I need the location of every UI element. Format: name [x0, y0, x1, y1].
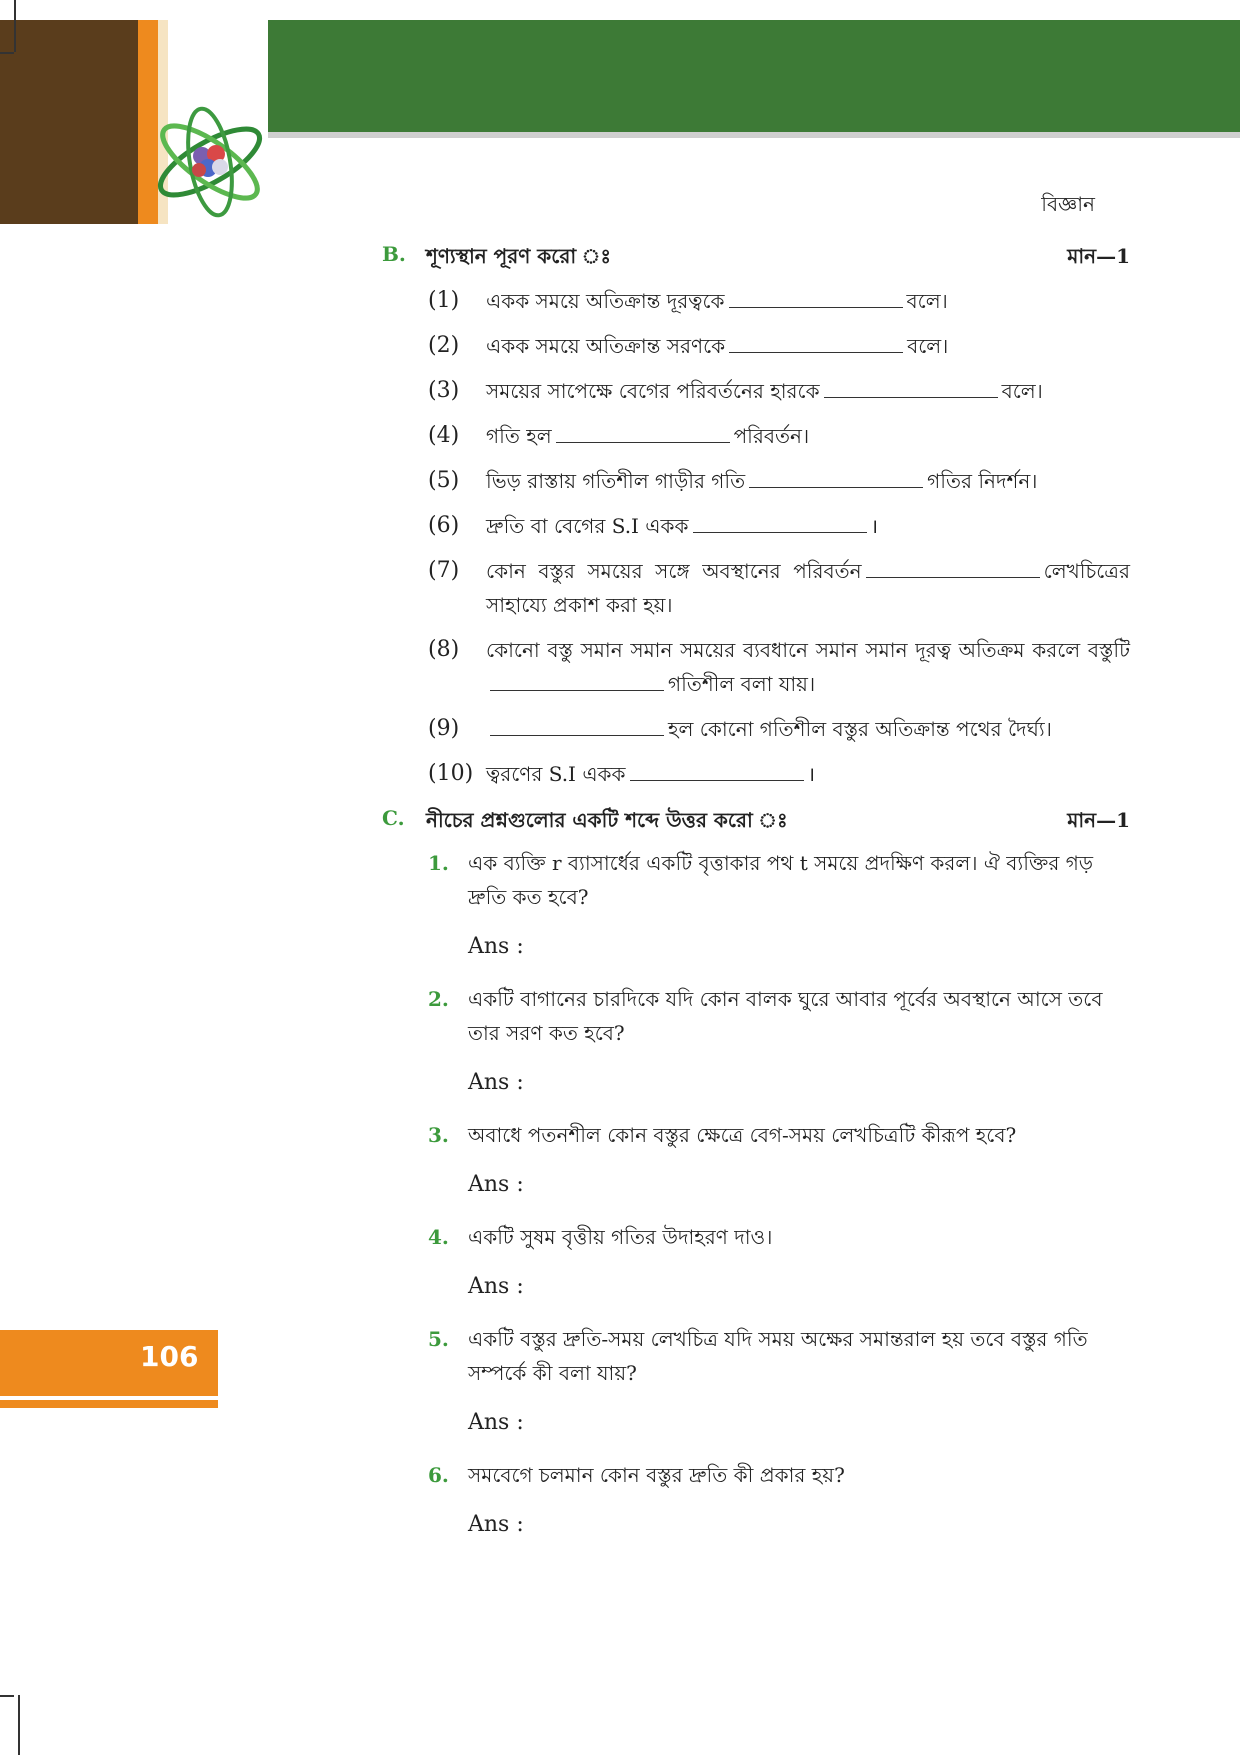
answer-blank[interactable]: [866, 557, 1040, 578]
answer-blank[interactable]: [630, 760, 804, 781]
item-text-after: বলে।: [907, 334, 949, 358]
item-number: (6): [428, 513, 460, 538]
fill-blank-item: [428, 509, 1130, 543]
item-number: (1): [428, 288, 460, 313]
item-number: (8): [428, 637, 460, 662]
answer-blank[interactable]: [693, 512, 867, 533]
header-brown-block: [0, 20, 138, 224]
question-text: অবাধে পতনশীল কোন বস্তুর ক্ষেত্রে বেগ-সময় লেখচিত্রটি কীরূপ হবে?: [468, 1123, 1017, 1147]
item-text-after: ।: [870, 514, 879, 538]
item-number: (10): [428, 761, 474, 786]
item-text: একক সময়ে অতিক্রান্ত দূরত্বকে: [486, 289, 725, 313]
question-number: 1.: [428, 851, 449, 875]
item-text: কোনো বস্তু সমান সমান সময়ের ব্যবধানে সমান সমান দূরত্ব অতিক্রম করলে বস্তুটি: [486, 638, 1130, 662]
question-number: 3.: [428, 1123, 449, 1147]
crop-mark-bottom-h: [0, 1695, 14, 1697]
answer-label: Ans :: [468, 1172, 524, 1197]
question-item: [428, 982, 1130, 1050]
question-number: 4.: [428, 1225, 449, 1249]
item-text-after: বলে।: [1001, 379, 1043, 403]
item-text: একক সময়ে অতিক্রান্ত সরণকে: [486, 334, 726, 358]
answer-blank[interactable]: [490, 715, 664, 736]
item-text: ভিড় রাস্তায় গতিশীল গাড়ীর গতি: [486, 469, 746, 493]
section-letter: C.: [382, 806, 405, 830]
section-letter: B.: [382, 242, 406, 266]
item-number: (7): [428, 558, 460, 583]
question-number: 2.: [428, 987, 449, 1011]
fill-blank-item: [428, 464, 1130, 498]
item-text-after: লেখচিত্রের সাহায্যে প্রকাশ করা হয়।: [486, 559, 1130, 617]
item-text: দ্রুতি বা বেগের S.I একক: [486, 514, 689, 538]
question-text: একটি বস্তুর দ্রুতি-সময় লেখচিত্র যদি সময় অক্ষের সমান্তরাল হয় তবে বস্তুর গতি সম্পর্কে কী বলা যায়?: [468, 1327, 1088, 1385]
fill-blank-item: [428, 419, 1130, 453]
question-item: [428, 846, 1130, 914]
fill-blank-item: [428, 554, 1130, 622]
fill-blank-item: [428, 374, 1130, 408]
crop-mark-top-h: [0, 52, 14, 54]
subject-label: বিজ্ঞান: [1041, 192, 1095, 216]
section-title: নীচের প্রশ্নগুলোর একটি শব্দে উত্তর করো ঃ: [426, 808, 788, 832]
question-number: 5.: [428, 1327, 449, 1351]
item-text-after: ।: [807, 762, 816, 786]
question-text: সমবেগে চলমান কোন বস্তুর দ্রুতি কী প্রকার হয়?: [468, 1463, 845, 1487]
header-green-bar: [268, 20, 1240, 132]
answer-blank[interactable]: [749, 467, 923, 488]
answer-label: Ans :: [468, 1070, 524, 1095]
item-text-after: গতিশীল বলা যায়।: [668, 672, 816, 696]
question-item: [428, 1458, 1130, 1492]
section-marks: মান—1: [1067, 808, 1130, 832]
item-text-after: বলে।: [906, 289, 948, 313]
item-text-after: গতির নিদর্শন।: [927, 469, 1038, 493]
question-item: [428, 1118, 1130, 1152]
item-text: সময়ের সাপেক্ষে বেগের পরিবর্তনের হারকে: [486, 379, 820, 403]
item-text-after: পরিবর্তন।: [733, 424, 810, 448]
item-text-after: হল কোনো গতিশীল বস্তুর অতিক্রান্ত পথের দৈর্ঘ্য।: [668, 717, 1052, 741]
item-number: (4): [428, 423, 460, 448]
fill-blank-item: [428, 757, 1130, 791]
fill-blank-item: [428, 329, 1130, 363]
section-title: শূণ্যস্থান পূরণ করো ঃ: [426, 244, 612, 268]
answer-blank[interactable]: [729, 332, 903, 353]
answer-label: Ans :: [468, 1274, 524, 1299]
item-number: (3): [428, 378, 460, 403]
answer-blank[interactable]: [729, 287, 903, 308]
question-item: [428, 1220, 1130, 1254]
question-number: 6.: [428, 1463, 449, 1487]
crop-mark-top: [14, 0, 16, 52]
item-text: ত্বরণের S.I একক: [486, 762, 626, 786]
fill-blank-item: [428, 633, 1130, 701]
answer-blank[interactable]: [490, 670, 664, 691]
fill-blank-item: [428, 284, 1130, 318]
answer-label: Ans :: [468, 1410, 524, 1435]
answer-label: Ans :: [468, 1512, 524, 1537]
question-text: একটি বাগানের চারদিকে যদি কোন বালক ঘুরে আবার পূর্বের অবস্থানে আসে তবে তার সরণ কত হবে?: [468, 987, 1103, 1045]
page-number: 106: [140, 1340, 199, 1373]
item-number: (5): [428, 468, 460, 493]
question-item: [428, 1322, 1130, 1390]
atom-icon: [150, 100, 278, 228]
section-marks: মান—1: [1067, 244, 1130, 268]
item-text: কোন বস্তুর সময়ের সঙ্গে অবস্থানের পরিবর্তন: [486, 559, 862, 583]
crop-mark-bottom: [18, 1695, 20, 1755]
header-divider: [268, 132, 1240, 138]
page-number-underline: [0, 1400, 218, 1408]
question-text: এক ব্যক্তি r ব্যাসার্ধের একটি বৃত্তাকার পথ t সময়ে প্রদক্ষিণ করল। ঐ ব্যক্তির গড় দ্রুতি কত হবে?: [468, 851, 1094, 909]
answer-blank[interactable]: [824, 377, 998, 398]
answer-blank[interactable]: [556, 422, 730, 443]
item-number: (2): [428, 333, 460, 358]
item-number: (9): [428, 716, 460, 741]
item-text: গতি হল: [486, 424, 552, 448]
fill-blank-item: [428, 712, 1130, 746]
answer-label: Ans :: [468, 934, 524, 959]
question-text: একটি সুষম বৃত্তীয় গতির উদাহরণ দাও।: [468, 1225, 773, 1249]
